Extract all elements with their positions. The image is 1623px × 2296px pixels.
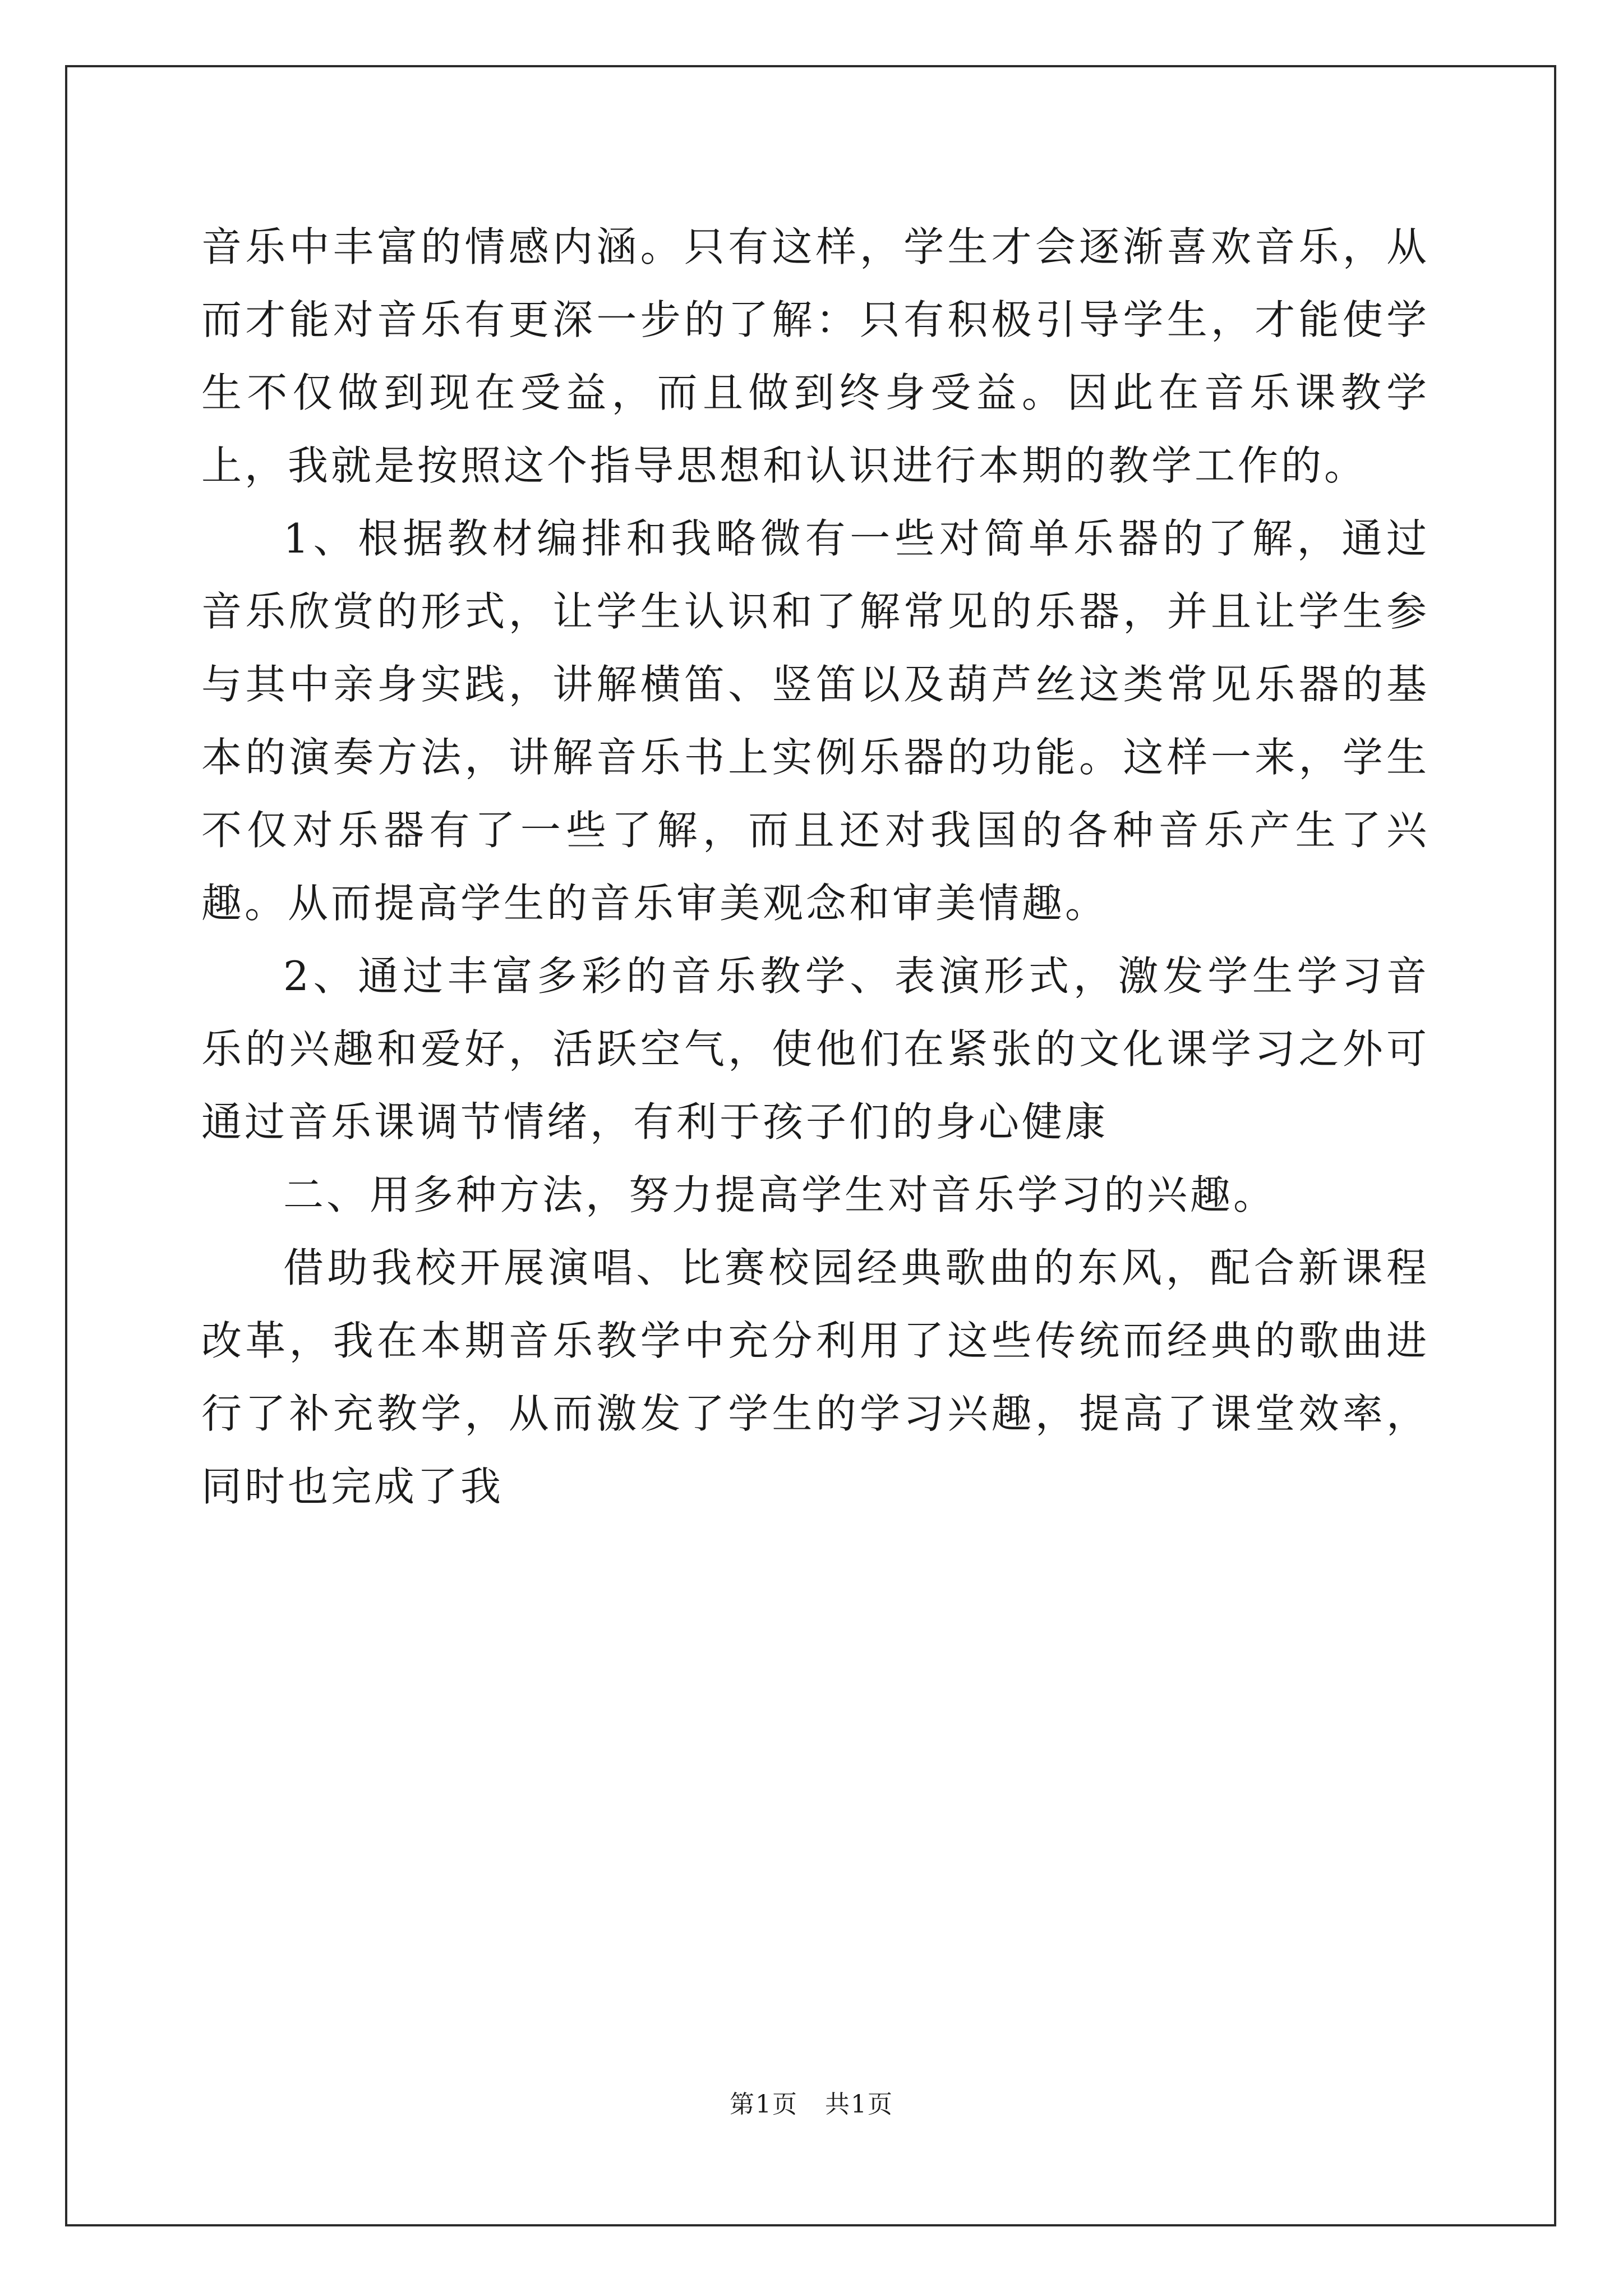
- page-total: 共1页: [824, 2090, 893, 2119]
- page-number: 第1页: [730, 2090, 799, 2119]
- paragraph-5: 借助我校开展演唱、比赛校园经典歌曲的东风，配合新课程改革，我在本期音乐教学中充分利用了这些传统而经典的歌曲进行了补充教学，从而激发了学生的学习兴趣，提高了课堂效率，同时也完成了我: [201, 1244, 1430, 1510]
- document-body: [201, 210, 1430, 1523]
- paragraph-3: 2、通过丰富多彩的音乐教学、表演形式，激发学生学习音乐的兴趣和爱好，活跃空气，使他们在紧张的文化课学习之外可通过音乐课调节情绪，有利于孩子们的身心健康: [201, 953, 1430, 1145]
- paragraph-4-heading: 二、用多种方法，努力提高学生对音乐学习的兴趣。: [283, 1171, 1277, 1218]
- paragraph-1: 音乐中丰富的情感内涵。只有这样，学生才会逐渐喜欢音乐，从而才能对音乐有更深一步的了解：只有积极引导学生，才能使学生不仅做到现在受益，而且做到终身受益。因此在音乐课教学上，我就是按照这个指导思想和认识进行本期的教学工作的。: [201, 223, 1430, 489]
- page-footer: [0, 2088, 1623, 2122]
- paragraph-2: 1、根据教材编排和我略微有一些对简单乐器的了解，通过音乐欣赏的形式，让学生认识和了解常见的乐器，并且让学生参与其中亲身实践，讲解横笛、竖笛以及葫芦丝这类常见乐器的基本的演奏方法，讲解音乐书上实例乐器的功能。这样一来，学生不仅对乐器有了一些了解，而且还对我国的各种音乐产生了兴趣。从而提高学生的音乐审美观念和审美情趣。: [201, 515, 1430, 927]
